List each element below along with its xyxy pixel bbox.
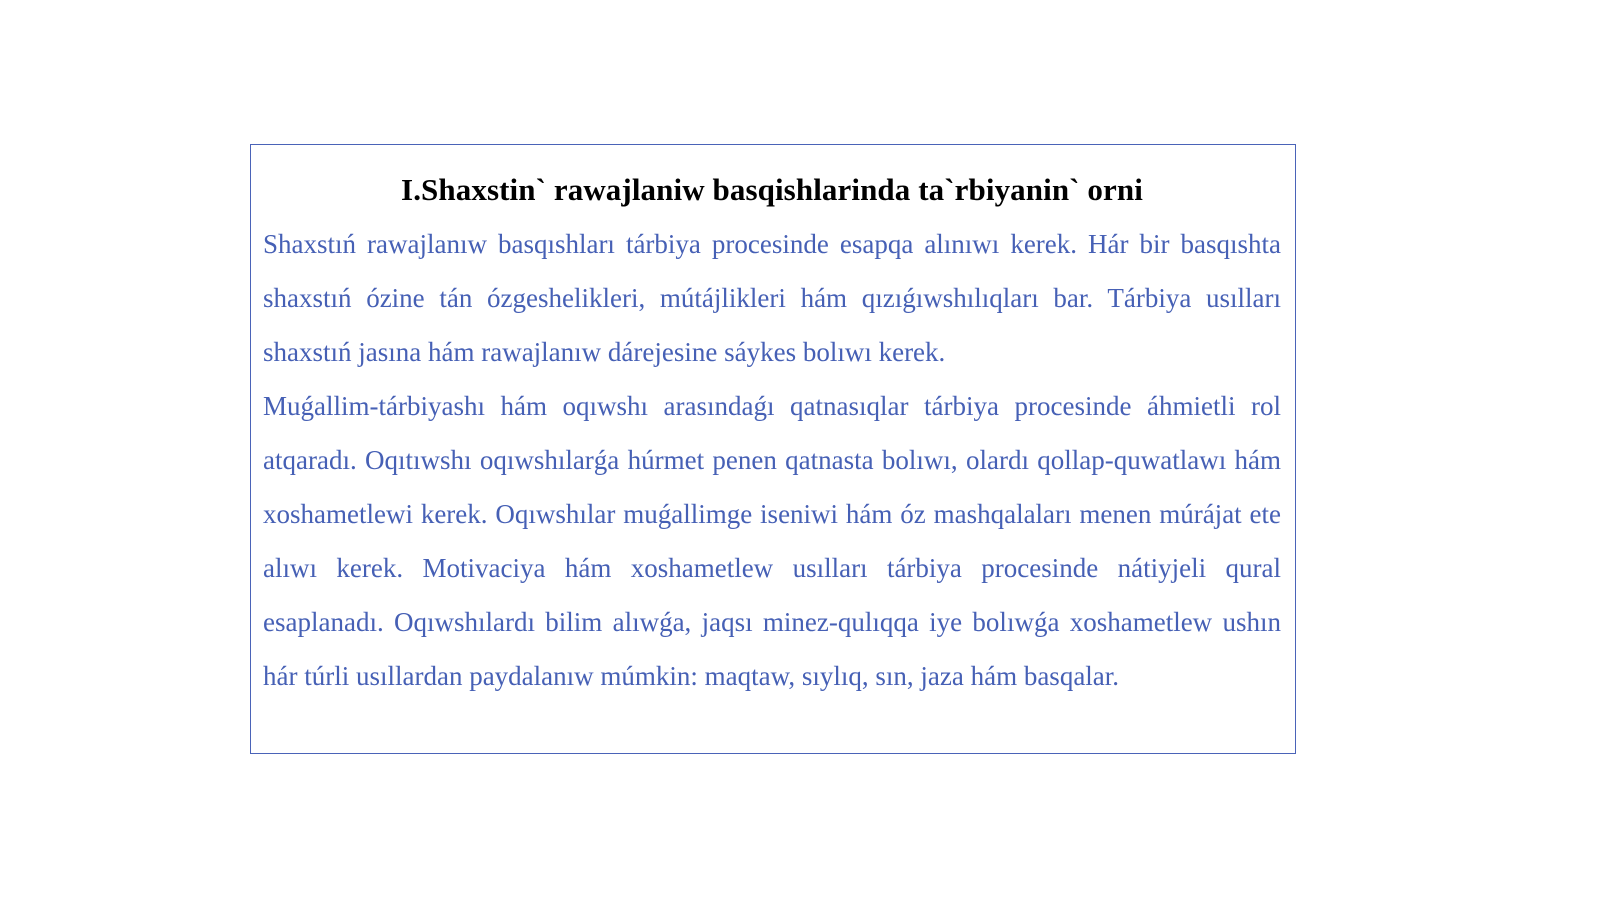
document-title: I.Shaxstin` rawajlaniw basqishlarinda ta`rbiyanin` orni [401, 172, 1143, 207]
body-paragraph: Muǵallim-tárbiyashı hám oqıwshı arasındaǵı qatnasıqlar tárbiya procesinde áhmietli rol atqaradı. Oqıtıwshı oqıwshılarǵa húrmet penen qatnasta bolıwı, olardı qollap-quwatlawı hám xoshametlewi kerek. Oqıwshılar muǵallimge iseniwi hám óz mashqalaları menen múrájat ete alıwı kerek. Motivaciya hám xoshametlew usılları tárbiya procesinde nátiyjeli qural esaplanadı. Oqıwshılardı bilim alıwǵa, jaqsı minez-qulıqqa iye bolıwǵa xoshametlew ushın hár túrli usıllardan paydalanıw múmkin: maqtaw, sıylıq, sın, jaza hám basqalar. [263, 391, 1281, 691]
body-paragraph: Shaxstıń rawajlanıw basqıshları tárbiya procesinde esapqa alınıwı kerek. Hár bir basqıshta shaxstıń ózine tán ózgeshelikleri, mútájlikleri hám qızıǵıwshılıqları bar. Tárbiya usılları shaxstıń jasına hám rawajlanıw dárejesine sáykes bolıwı kerek. [263, 229, 1281, 367]
text-box [250, 144, 1296, 754]
